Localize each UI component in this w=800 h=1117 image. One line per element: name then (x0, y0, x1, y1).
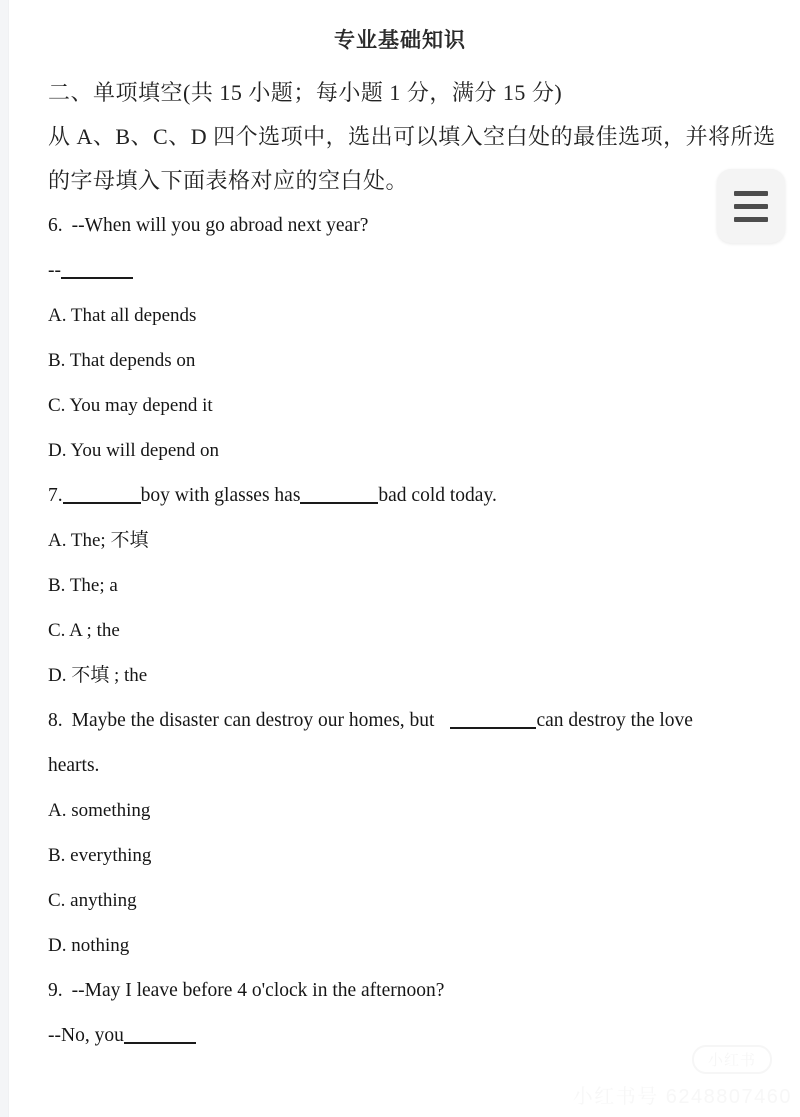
hamburger-menu-icon-bar-2 (734, 204, 768, 209)
question-7-stem-part-1: boy with glasses has (140, 485, 301, 506)
question-8-stem-part-1: Maybe the disaster can destroy our homes, but (71, 710, 435, 731)
question-6-stem-text: --When will you go abroad next year? (71, 215, 369, 236)
question-8-number: 8. (48, 710, 63, 731)
question-7-blank-2 (300, 502, 378, 504)
question-7-number: 7. (48, 485, 63, 506)
question-6-number: 6. (48, 215, 63, 236)
question-8-blank (450, 727, 536, 729)
watermark-id-text: 小红书号 6248807460 (572, 1086, 792, 1108)
question-6-option-c: C. You may depend it (48, 395, 213, 416)
question-8-stem-line-2: hearts. (48, 755, 100, 776)
question-9-stem (48, 968, 800, 1013)
question-7-option-a: A. The; 不填 (48, 530, 149, 551)
question-6-answer-dash: -- (48, 260, 61, 281)
document-body (0, 51, 800, 1058)
question-6-option-d: D. You will depend on (48, 440, 220, 461)
question-9-stem-text: --May I leave before 4 o'clock in the afternoon? (71, 980, 445, 1001)
question-8-option-c: C. anything (48, 890, 137, 911)
question-8-stem (48, 698, 800, 743)
hamburger-menu-button[interactable] (717, 169, 785, 243)
question-6-blank (61, 277, 133, 279)
question-8-stem-part-2: can destroy the love (536, 710, 693, 731)
question-7-blank-1 (63, 502, 141, 504)
question-9-answer-text: --No, you (48, 1025, 124, 1046)
section-heading: 二、单项填空(共 15 小题；每小题 1 分，满分 15 分) (48, 80, 563, 105)
question-7-option-b: B. The; a (48, 575, 118, 596)
instruction-line-2: 的字母填入下面表格对应的空白处。 (48, 168, 409, 193)
question-9-number: 9. (48, 980, 63, 1001)
question-9-blank (124, 1042, 196, 1044)
question-8-option-d: D. nothing (48, 935, 130, 956)
question-9-answer-line (48, 1013, 800, 1058)
question-7-option-d: D. 不填 ; the (48, 665, 148, 686)
question-8-option-b: B. everything (48, 845, 152, 866)
page-left-edge-strip (0, 0, 9, 1117)
hamburger-menu-icon-bar-3 (734, 217, 768, 222)
question-6-option-a: A. That all depends (48, 305, 197, 326)
question-8-option-a: A. something (48, 800, 151, 821)
instruction-line-1: 从 A、B、C、D 四个选项中，选出可以填入空白处的最佳选项，并将所选 (48, 124, 776, 149)
question-6-answer-line (48, 248, 800, 293)
question-7-option-c: C. A ; the (48, 620, 120, 641)
question-7-stem (48, 473, 800, 518)
watermark-logo-badge: 小红书 (692, 1045, 772, 1074)
hamburger-menu-icon-bar-1 (734, 191, 768, 196)
question-6-stem (48, 203, 800, 248)
question-7-stem-part-2: bad cold today. (378, 485, 497, 506)
question-6-option-b: B. That depends on (48, 350, 196, 371)
page-title: 专业基础知识 (334, 28, 466, 52)
